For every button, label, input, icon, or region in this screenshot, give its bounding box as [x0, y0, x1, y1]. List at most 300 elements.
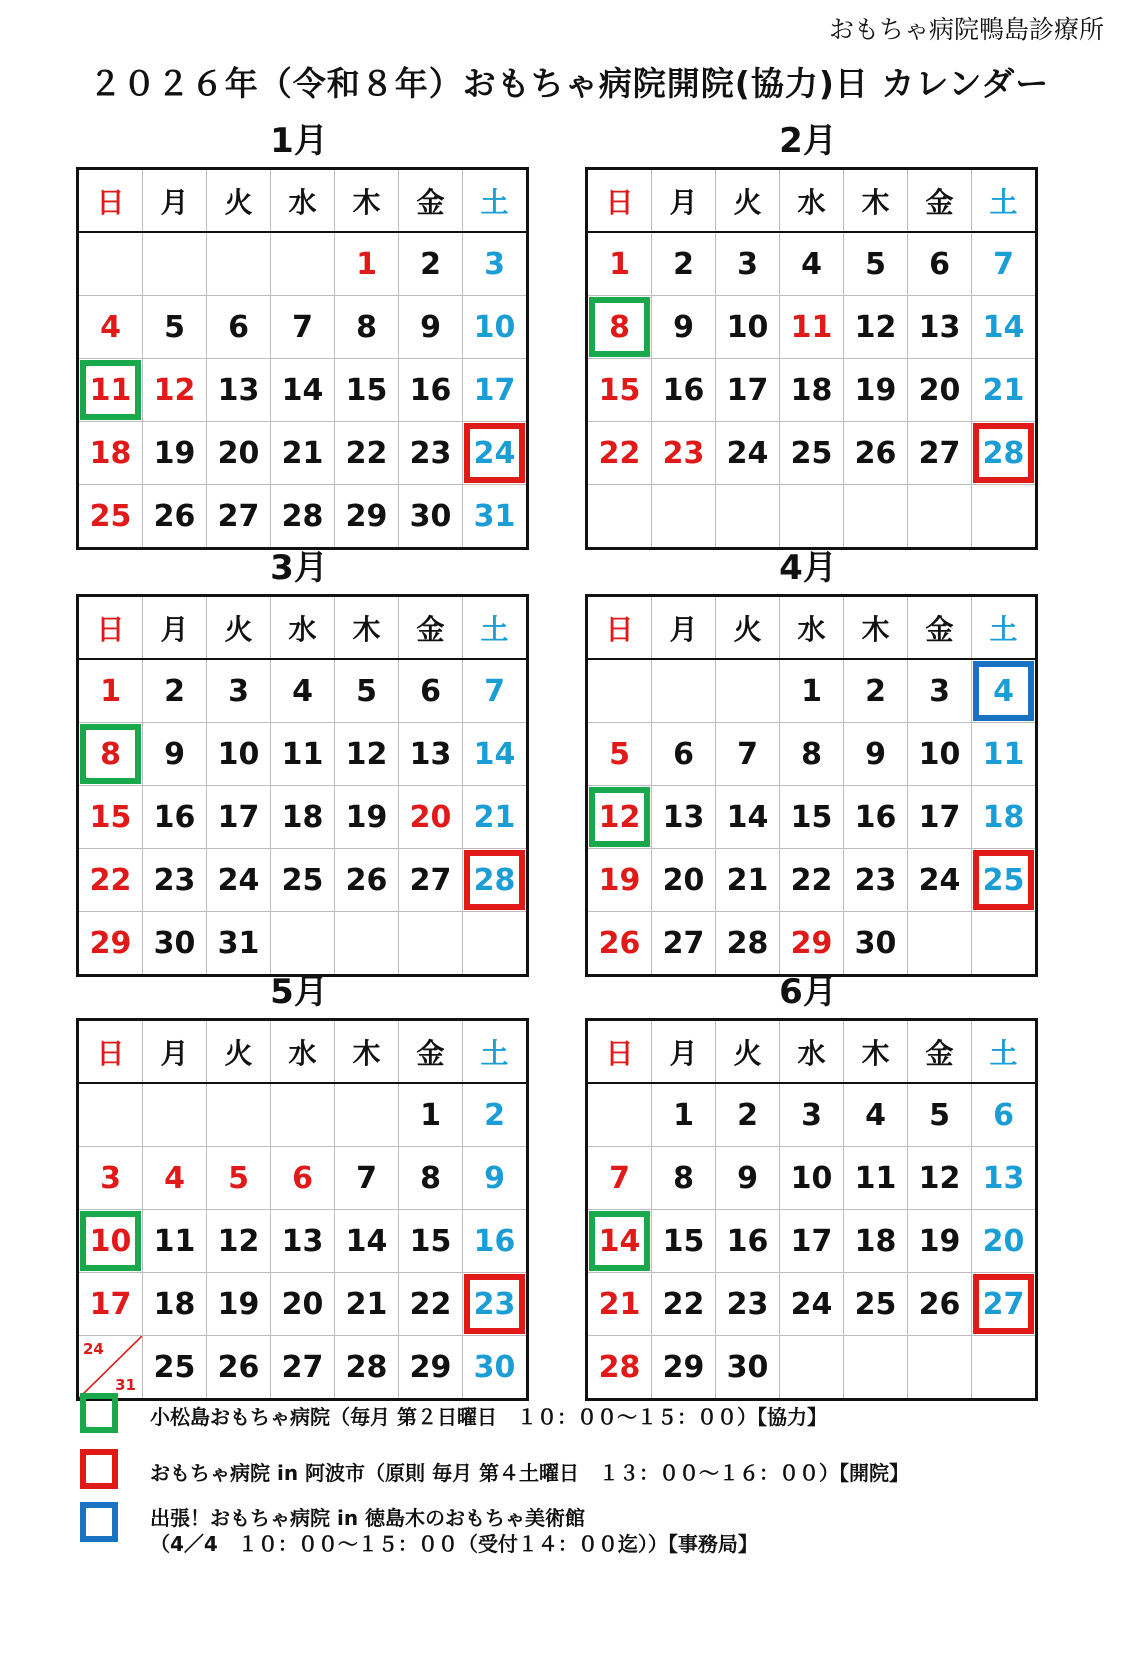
weekday-header: 水	[271, 169, 335, 233]
day-number: 11	[854, 1160, 897, 1196]
day-cell	[908, 422, 972, 485]
day-cell	[271, 659, 335, 723]
day-number: 13	[918, 309, 961, 345]
day-cell	[780, 849, 844, 912]
weekday-header: 火	[207, 596, 271, 660]
day-number: 28	[473, 862, 516, 898]
day-cell	[143, 422, 207, 485]
day-number: 26	[153, 498, 196, 534]
day-cell	[972, 232, 1037, 296]
split-day-top: 24	[83, 1340, 104, 1358]
legend-red-text: おもちゃ病院 in 阿波市（原則 毎月 第４土曜日 １３：００～１６：００）【開院】	[150, 1461, 909, 1485]
day-cell	[587, 1336, 652, 1400]
day-cell	[908, 1147, 972, 1210]
day-number: 15	[598, 372, 641, 408]
day-number: 10	[217, 736, 260, 772]
day-number: 28	[345, 1349, 388, 1385]
day-number: 14	[473, 736, 516, 772]
day-number: 26	[217, 1349, 260, 1385]
day-number: 25	[153, 1349, 196, 1385]
day-cell	[207, 1273, 271, 1336]
weekday-header: 火	[716, 596, 780, 660]
day-number: 16	[662, 372, 705, 408]
day-cell	[335, 659, 399, 723]
day-cell	[78, 1336, 143, 1400]
day-number: 19	[217, 1286, 260, 1322]
day-number: 11	[790, 309, 833, 345]
day-cell	[844, 232, 908, 296]
legend-blue-text: 出張！おもちゃ病院 in 徳島木のおもちゃ美術館	[150, 1506, 586, 1530]
empty-cell	[587, 1083, 652, 1147]
day-cell	[908, 786, 972, 849]
weekday-header: 火	[716, 169, 780, 233]
day-cell	[716, 296, 780, 359]
day-cell	[780, 1083, 844, 1147]
day-cell	[78, 1147, 143, 1210]
day-number: 22	[345, 435, 388, 471]
day-number: 31	[217, 925, 260, 961]
weekday-header: 月	[143, 1020, 207, 1084]
day-number: 25	[281, 862, 324, 898]
legend-red-box	[80, 1449, 118, 1489]
day-number: 29	[89, 925, 132, 961]
day-cell	[143, 723, 207, 786]
day-cell	[972, 1147, 1037, 1210]
month-calendar	[76, 542, 522, 977]
day-number: 27	[217, 498, 260, 534]
day-number: 7	[292, 309, 313, 345]
day-number: 18	[89, 435, 132, 471]
day-cell	[972, 296, 1037, 359]
day-number: 13	[982, 1160, 1025, 1196]
day-cell	[908, 849, 972, 912]
day-number: 26	[854, 435, 897, 471]
day-cell	[908, 723, 972, 786]
empty-cell	[972, 1336, 1037, 1400]
day-number: 14	[982, 309, 1025, 345]
day-cell	[972, 422, 1037, 485]
day-cell	[844, 1210, 908, 1273]
day-cell	[652, 296, 716, 359]
day-cell	[780, 359, 844, 422]
empty-cell	[143, 1083, 207, 1147]
day-cell	[652, 422, 716, 485]
day-cell	[463, 723, 528, 786]
day-cell	[463, 786, 528, 849]
day-number: 8	[100, 736, 121, 772]
day-number: 18	[281, 799, 324, 835]
day-cell	[463, 1147, 528, 1210]
day-cell	[463, 485, 528, 549]
day-cell	[399, 659, 463, 723]
day-number: 24	[726, 435, 769, 471]
day-number: 31	[473, 498, 516, 534]
day-cell	[271, 849, 335, 912]
day-number: 1	[673, 1097, 694, 1133]
day-number: 5	[929, 1097, 950, 1133]
legend-blue-text-2: （4／4 １０：００～１５：００（受付１４：００迄））【事務局】	[150, 1532, 758, 1556]
day-number: 4	[292, 673, 313, 709]
day-cell	[271, 485, 335, 549]
day-cell	[335, 1336, 399, 1400]
day-number: 21	[982, 372, 1025, 408]
day-number: 5	[164, 309, 185, 345]
month-title: 6月	[779, 972, 837, 1012]
day-cell	[78, 485, 143, 549]
day-cell	[844, 296, 908, 359]
day-cell	[463, 359, 528, 422]
day-number: 5	[356, 673, 377, 709]
weekday-header: 水	[780, 596, 844, 660]
weekday-header: 金	[399, 596, 463, 660]
day-number: 15	[790, 799, 833, 835]
day-number: 9	[673, 309, 694, 345]
day-cell	[463, 232, 528, 296]
day-number: 15	[345, 372, 388, 408]
day-number: 9	[420, 309, 441, 345]
weekday-header: 土	[463, 1020, 528, 1084]
day-number: 16	[726, 1223, 769, 1259]
day-number: 28	[281, 498, 324, 534]
day-number: 3	[100, 1160, 121, 1196]
day-cell	[335, 485, 399, 549]
day-number: 2	[673, 246, 694, 282]
day-number: 7	[484, 673, 505, 709]
day-cell	[716, 232, 780, 296]
day-cell	[207, 1147, 271, 1210]
day-cell	[463, 1210, 528, 1273]
day-number: 20	[217, 435, 260, 471]
day-number: 17	[89, 1286, 132, 1322]
day-cell	[908, 359, 972, 422]
day-number: 6	[929, 246, 950, 282]
weekday-header: 月	[652, 596, 716, 660]
day-number: 13	[217, 372, 260, 408]
day-cell	[143, 1147, 207, 1210]
day-cell	[587, 1273, 652, 1336]
day-cell	[587, 1210, 652, 1273]
calendar-grid	[585, 167, 1038, 550]
day-number: 20	[662, 862, 705, 898]
calendar-grid	[76, 594, 529, 977]
day-cell	[587, 359, 652, 422]
day-cell	[271, 1210, 335, 1273]
day-number: 30	[153, 925, 196, 961]
weekday-header: 木	[335, 1020, 399, 1084]
day-number: 3	[228, 673, 249, 709]
day-number: 6	[420, 673, 441, 709]
day-number: 17	[217, 799, 260, 835]
day-cell	[780, 659, 844, 723]
day-number: 26	[918, 1286, 961, 1322]
month-title: 3月	[270, 548, 328, 588]
day-number: 12	[153, 372, 196, 408]
day-number: 14	[345, 1223, 388, 1259]
day-cell	[463, 1083, 528, 1147]
day-number: 17	[918, 799, 961, 835]
day-number: 12	[854, 309, 897, 345]
day-number: 3	[737, 246, 758, 282]
weekday-header: 土	[463, 169, 528, 233]
calendar-grid	[585, 594, 1038, 977]
day-cell	[587, 1147, 652, 1210]
day-cell	[143, 1336, 207, 1400]
day-number: 27	[662, 925, 705, 961]
weekday-header: 木	[844, 1020, 908, 1084]
day-number: 18	[790, 372, 833, 408]
day-cell	[78, 1210, 143, 1273]
day-cell	[844, 1083, 908, 1147]
weekday-header: 金	[908, 596, 972, 660]
day-cell	[780, 723, 844, 786]
day-number: 19	[598, 862, 641, 898]
day-cell	[463, 296, 528, 359]
day-cell	[844, 1147, 908, 1210]
day-number: 1	[420, 1097, 441, 1133]
day-number: 6	[292, 1160, 313, 1196]
day-cell	[587, 422, 652, 485]
day-number: 9	[737, 1160, 758, 1196]
day-cell	[716, 1147, 780, 1210]
day-cell	[908, 659, 972, 723]
day-number: 27	[982, 1286, 1025, 1322]
weekday-header: 火	[207, 169, 271, 233]
day-cell	[399, 1083, 463, 1147]
calendar-grid	[585, 1018, 1038, 1401]
day-number: 8	[420, 1160, 441, 1196]
day-cell	[143, 296, 207, 359]
day-cell	[972, 1273, 1037, 1336]
day-cell	[207, 1210, 271, 1273]
day-number: 8	[356, 309, 377, 345]
day-number: 5	[865, 246, 886, 282]
day-number: 29	[662, 1349, 705, 1385]
day-cell	[652, 723, 716, 786]
day-number: 13	[409, 736, 452, 772]
day-cell	[335, 359, 399, 422]
day-number: 15	[89, 799, 132, 835]
day-cell	[143, 359, 207, 422]
calendar-grid	[76, 167, 529, 550]
day-number: 13	[281, 1223, 324, 1259]
day-cell	[271, 422, 335, 485]
day-cell	[399, 232, 463, 296]
day-number: 15	[662, 1223, 705, 1259]
day-number: 11	[281, 736, 324, 772]
day-cell	[271, 1273, 335, 1336]
clinic-name: おもちゃ病院鴨島診療所	[828, 15, 1104, 44]
day-cell	[844, 849, 908, 912]
legend-blue-box	[80, 1502, 118, 1542]
day-number: 11	[153, 1223, 196, 1259]
month-title: 2月	[779, 121, 837, 161]
day-number: 26	[345, 862, 388, 898]
day-cell	[780, 232, 844, 296]
day-number: 12	[918, 1160, 961, 1196]
day-number: 4	[100, 309, 121, 345]
day-cell	[908, 232, 972, 296]
empty-cell	[780, 1336, 844, 1400]
day-number: 29	[409, 1349, 452, 1385]
day-number: 23	[153, 862, 196, 898]
weekday-header: 日	[78, 169, 143, 233]
month-calendar	[76, 966, 522, 1401]
day-number: 22	[409, 1286, 452, 1322]
day-number: 14	[281, 372, 324, 408]
day-number: 30	[854, 925, 897, 961]
day-cell	[207, 786, 271, 849]
day-number: 20	[409, 799, 452, 835]
day-cell	[972, 1083, 1037, 1147]
empty-cell	[652, 485, 716, 549]
empty-cell	[78, 1083, 143, 1147]
empty-cell	[908, 485, 972, 549]
day-cell	[271, 296, 335, 359]
day-cell	[587, 296, 652, 359]
day-number: 25	[854, 1286, 897, 1322]
day-number: 12	[217, 1223, 260, 1259]
month-title: 4月	[779, 548, 837, 588]
day-cell	[207, 296, 271, 359]
empty-cell	[271, 1083, 335, 1147]
day-number: 8	[609, 309, 630, 345]
day-number: 8	[673, 1160, 694, 1196]
day-cell	[844, 723, 908, 786]
day-number: 16	[473, 1223, 516, 1259]
day-cell	[652, 1336, 716, 1400]
day-number: 4	[865, 1097, 886, 1133]
day-number: 24	[217, 862, 260, 898]
weekday-header: 日	[587, 1020, 652, 1084]
weekday-header: 金	[399, 169, 463, 233]
day-cell	[399, 1336, 463, 1400]
day-cell	[78, 422, 143, 485]
day-number: 21	[598, 1286, 641, 1322]
day-cell	[78, 849, 143, 912]
day-cell	[716, 1336, 780, 1400]
day-number: 19	[153, 435, 196, 471]
day-number: 19	[854, 372, 897, 408]
day-number: 7	[356, 1160, 377, 1196]
day-number: 30	[473, 1349, 516, 1385]
day-cell	[399, 296, 463, 359]
split-day-bottom: 31	[115, 1376, 136, 1394]
empty-cell	[908, 1336, 972, 1400]
day-number: 11	[982, 736, 1025, 772]
day-cell	[652, 786, 716, 849]
day-cell	[207, 485, 271, 549]
day-number: 21	[281, 435, 324, 471]
day-cell	[463, 1273, 528, 1336]
day-number: 23	[726, 1286, 769, 1322]
day-cell	[716, 723, 780, 786]
day-cell	[908, 296, 972, 359]
day-number: 2	[164, 673, 185, 709]
day-cell	[399, 786, 463, 849]
weekday-header: 水	[780, 169, 844, 233]
day-cell	[207, 659, 271, 723]
day-number: 16	[409, 372, 452, 408]
day-number: 7	[609, 1160, 630, 1196]
day-number: 23	[662, 435, 705, 471]
calendar-grid	[76, 1018, 529, 1401]
day-cell	[335, 1147, 399, 1210]
day-number: 10	[89, 1223, 132, 1259]
weekday-header: 水	[271, 596, 335, 660]
month-title: 1月	[270, 121, 328, 161]
day-cell	[207, 849, 271, 912]
day-cell	[207, 359, 271, 422]
day-number: 25	[982, 862, 1025, 898]
weekday-header: 日	[78, 1020, 143, 1084]
day-number: 22	[790, 862, 833, 898]
day-cell	[399, 723, 463, 786]
weekday-header: 水	[271, 1020, 335, 1084]
day-number: 24	[918, 862, 961, 898]
day-number: 22	[89, 862, 132, 898]
day-cell	[780, 1210, 844, 1273]
day-number: 11	[89, 372, 132, 408]
empty-cell	[652, 659, 716, 723]
day-cell	[399, 1273, 463, 1336]
split-day-cell	[79, 1336, 142, 1398]
empty-cell	[143, 232, 207, 296]
day-cell	[780, 786, 844, 849]
day-cell	[463, 1336, 528, 1400]
day-number: 5	[228, 1160, 249, 1196]
day-number: 23	[409, 435, 452, 471]
day-cell	[399, 485, 463, 549]
month-calendar	[76, 115, 522, 550]
day-number: 30	[726, 1349, 769, 1385]
day-cell	[78, 659, 143, 723]
day-cell	[587, 786, 652, 849]
day-number: 28	[726, 925, 769, 961]
weekday-header: 金	[908, 169, 972, 233]
weekday-header: 日	[78, 596, 143, 660]
day-cell	[844, 359, 908, 422]
empty-cell	[207, 232, 271, 296]
day-cell	[716, 1273, 780, 1336]
empty-cell	[780, 485, 844, 549]
day-number: 30	[409, 498, 452, 534]
day-cell	[78, 296, 143, 359]
weekday-header: 金	[399, 1020, 463, 1084]
day-cell	[780, 1273, 844, 1336]
day-cell	[399, 422, 463, 485]
weekday-header: 火	[716, 1020, 780, 1084]
day-cell	[844, 659, 908, 723]
day-cell	[463, 849, 528, 912]
weekday-header: 月	[652, 169, 716, 233]
day-number: 9	[865, 736, 886, 772]
day-number: 12	[598, 799, 641, 835]
day-cell	[335, 723, 399, 786]
day-cell	[271, 723, 335, 786]
day-number: 7	[993, 246, 1014, 282]
day-number: 26	[598, 925, 641, 961]
day-number: 1	[100, 673, 121, 709]
day-number: 27	[918, 435, 961, 471]
day-cell	[271, 786, 335, 849]
day-number: 23	[854, 862, 897, 898]
day-number: 19	[345, 799, 388, 835]
day-number: 29	[345, 498, 388, 534]
empty-cell	[844, 1336, 908, 1400]
day-cell	[587, 723, 652, 786]
day-number: 17	[473, 372, 516, 408]
day-cell	[143, 1273, 207, 1336]
